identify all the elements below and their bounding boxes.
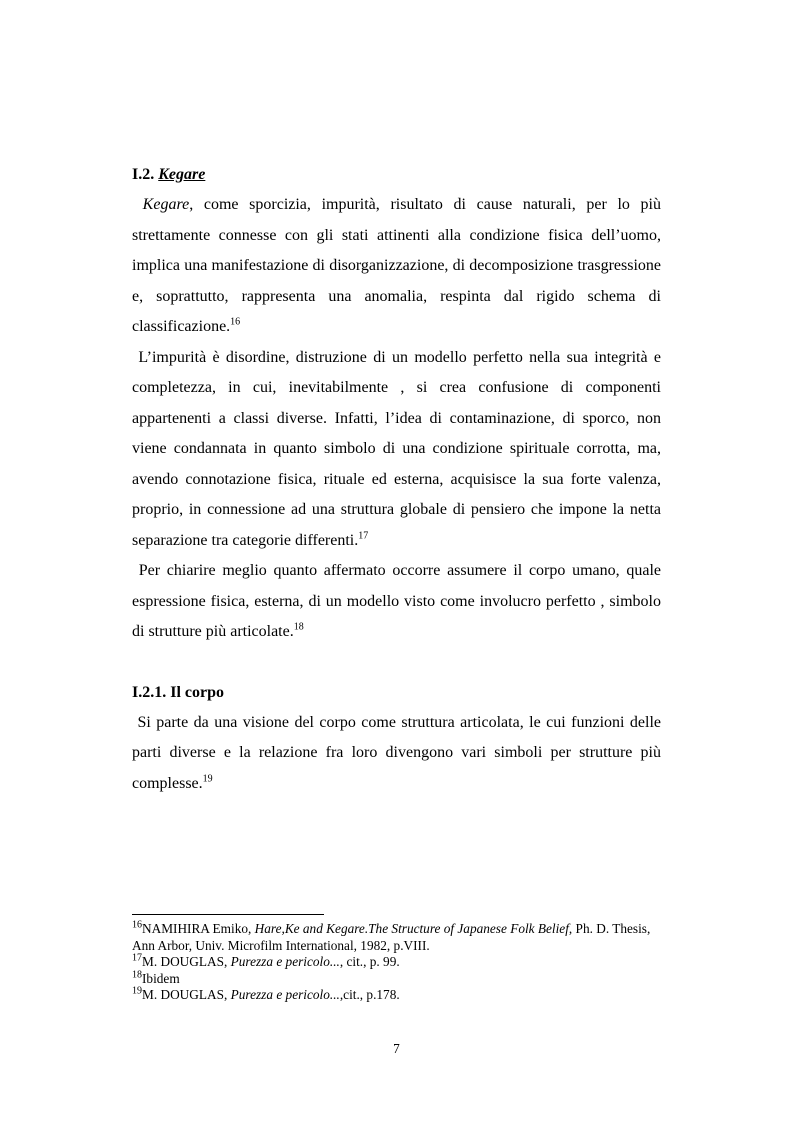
paragraph-2-text: L’impurità è disordine, distruzione di un modello perfetto nella sua integrità e completezza, in cui, inevitabilmente , si crea confusione di componenti appartenenti a classi diverse. Infatti, l’idea di contaminazione, di sporco, non viene condannata in quanto simbolo di una condizione spirituale corrotta, ma, avendo connotazione fisica, rituale ed esterna, acquisisce la sua forte valenza, proprio, in connessione ad una struttura globale di pensiero che impone la netta separazione tra categorie differenti. xyxy=(132,348,665,549)
main-text xyxy=(132,160,666,799)
footnote-19-details: ,cit., p.178. xyxy=(339,987,400,1002)
section-title: Kegare xyxy=(158,166,206,183)
footnote-16-title: Hare,Ke and Kegare.The Structure of Japanese Folk Belief xyxy=(254,921,569,936)
paragraph-4 xyxy=(132,708,665,800)
footnote-separator xyxy=(132,914,324,915)
footnote-17 xyxy=(132,954,661,971)
section-gap xyxy=(132,648,661,678)
paragraph-2 xyxy=(132,343,665,557)
footnote-19-number: 19 xyxy=(132,985,142,997)
paragraph-3 xyxy=(132,556,666,648)
footnote-16-number: 16 xyxy=(132,919,142,931)
footnote-16-details: , Ph. D. Thesis, Ann Arbor, Univ. Microfilm International, 1982, p.VIII. xyxy=(132,921,651,953)
footnote-16 xyxy=(132,921,661,954)
paragraph-3-text: Per chiarire meglio quanto affermato occorre assumere il corpo umano, quale espressione fisica, esterna, di un modello visto come involucro perfetto , simbolo di strutture più articolate. xyxy=(132,562,666,640)
section-heading-kegare xyxy=(132,160,661,190)
section-number: I.2. xyxy=(132,166,159,183)
footnote-ref-17[interactable]: 17 xyxy=(358,530,369,542)
footnote-18-text: Ibidem xyxy=(142,970,180,986)
footnote-19-author: M. DOUGLAS, xyxy=(142,987,231,1002)
footnote-18 xyxy=(132,971,661,988)
paragraph-1-lead: Kegare xyxy=(142,196,190,213)
paragraph-1-text: , come sporcizia, impurità, risultato di cause naturali, per lo più strettamente connesse con gli stati attinenti alla condizione fisica dell’uomo, implica una manifestazione di disorganizzazione, di decomposizione trasgressione e, soprattutto, rappresenta una anomalia, respinta dal rigido schema di classificazione. xyxy=(132,196,666,335)
footnote-ref-18[interactable]: 18 xyxy=(293,621,304,633)
footnote-17-details: , cit., p. 99. xyxy=(339,954,400,969)
section-heading-il-corpo: I.2.1. Il corpo xyxy=(132,683,224,701)
footnote-17-title: Purezza e pericolo... xyxy=(230,954,340,969)
footnote-19 xyxy=(132,987,661,1004)
paragraph-1 xyxy=(132,190,666,343)
footnote-17-author: M. DOUGLAS, xyxy=(142,954,231,969)
paragraph-4-text: Si parte da una visione del corpo come struttura articolata, le cui funzioni delle parti diverse e la relazione fra loro divengono vari simboli per strutture più complesse. xyxy=(132,713,665,792)
footnotes xyxy=(132,914,661,1004)
footnote-ref-16[interactable]: 16 xyxy=(230,316,241,328)
footnote-ref-19[interactable]: 19 xyxy=(202,773,213,785)
footnote-19-title: Purezza e pericolo... xyxy=(230,987,340,1002)
footnote-18-number: 18 xyxy=(132,969,142,981)
footnote-16-author: NAMIHIRA Emiko, xyxy=(142,921,255,936)
footnote-17-number: 17 xyxy=(132,952,142,964)
page-number: 7 xyxy=(393,1041,400,1056)
